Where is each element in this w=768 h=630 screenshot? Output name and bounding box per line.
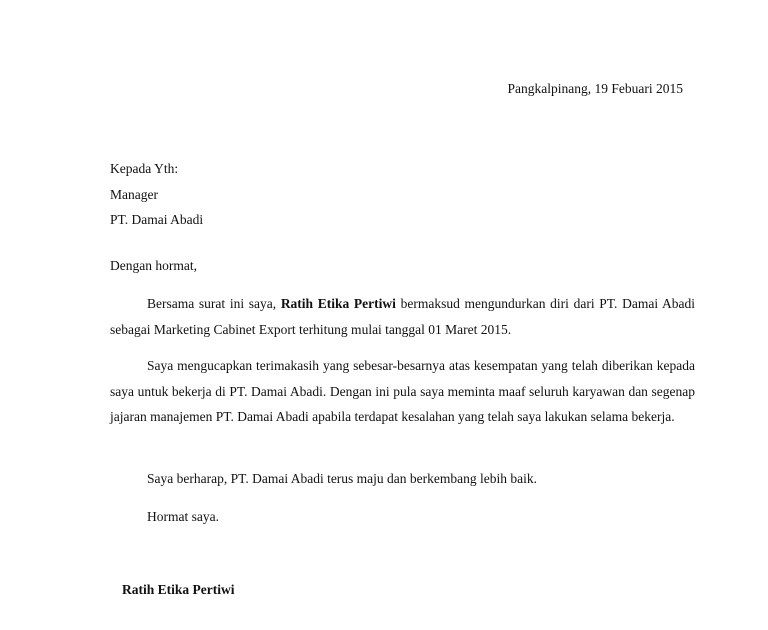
paragraph-hope: Saya berharap, PT. Damai Abadi terus maju dan berkembang lebih baik. <box>147 471 538 486</box>
paragraph-resignation <box>110 291 695 342</box>
paragraph-gratitude: Saya mengucapkan terimakasih yang sebesar-besarnya atas kesempatan yang telah diberikan kepada saya untuk bekerja di PT. Damai Abadi. Dengan ini pula saya meminta maaf seluruh karyawan dan segenap jajaran manajemen PT. Damai Abadi apabila terdapat kesalahan yang telah saya lakukan selama bekerja. <box>110 358 695 424</box>
recipient-title: Manager <box>110 186 158 202</box>
paragraph-resignation-before: Bersama surat ini saya, <box>147 296 281 311</box>
recipient-company: PT. Damai Abadi <box>110 212 204 227</box>
closing: Hormat saya. <box>147 509 219 524</box>
place-date: Pangkalpinang, 19 Febuari 2015 <box>507 81 683 96</box>
recipient-greeting: Kepada Yth: <box>110 161 179 176</box>
recipient-block <box>110 156 203 233</box>
salutation: Dengan hormat, <box>110 258 197 273</box>
paragraph-resignation-name: Ratih Etika Pertiwi <box>280 296 396 311</box>
paragraph-resignation-after: bermaksud mengundurkan diri dari PT. Damai Abadi sebagai Marketing Cabinet Export terhitung mulai tanggal 01 Maret 2015. <box>110 296 695 337</box>
signature-name: Ratih Etika Pertiwi <box>122 582 235 597</box>
